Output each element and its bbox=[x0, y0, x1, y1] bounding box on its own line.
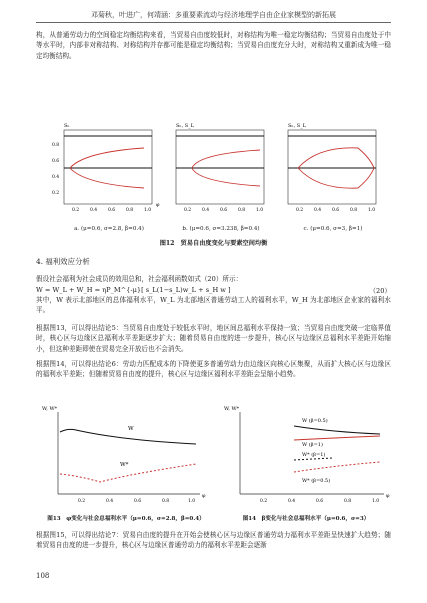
para-fig14: 根据图14，可以得出结论6：劳动力匹配成本的下降使更多普通劳动力由边缘区向核心区集聚，从而扩大核心区与边缘区的福利水平差距；但随着贸易自由度的提升，核心区与边缘区福利水平差距会呈缩小趋势。 bbox=[36, 360, 391, 379]
fig12-panel-b bbox=[176, 123, 264, 213]
top-paragraph: 构，从普通劳动力的空间稳定均衡结构来看，当贸易自由度较低时，对称结构为唯一稳定均衡结构；当贸易自由度处于中等水平时，内部非对称结构、对称结构并存都可能是稳定均衡结构；当贸易自由度充分大时，对称结构又重新成为唯一稳定均衡结构。 bbox=[36, 31, 391, 60]
svg-text:0.2: 0.2 bbox=[72, 208, 80, 213]
svg-text:0.8: 0.8 bbox=[52, 143, 60, 148]
fig12c-caption: c. (μ=0.6, σ=3, β=1) bbox=[303, 226, 363, 232]
svg-text:0.8: 0.8 bbox=[238, 208, 246, 213]
fig14-label-W-b05: W (β=0.5) bbox=[302, 418, 328, 424]
svg-text:0.6: 0.6 bbox=[134, 499, 142, 504]
svg-text:0.6: 0.6 bbox=[220, 208, 228, 213]
fig12a-xlabel: φ bbox=[156, 202, 160, 208]
fig13-label-Wstar: W* bbox=[120, 462, 129, 468]
fig12c-ylabel: Sₙ, S_L bbox=[288, 123, 307, 129]
svg-text:0.6: 0.6 bbox=[108, 208, 116, 213]
svg-text:0.8: 0.8 bbox=[162, 499, 170, 504]
svg-text:0.4: 0.4 bbox=[106, 499, 114, 504]
svg-text:0.4: 0.4 bbox=[52, 175, 60, 180]
svg-text:0.8: 0.8 bbox=[344, 499, 352, 504]
svg-text:1.0: 1.0 bbox=[368, 208, 376, 213]
header-rule bbox=[36, 22, 391, 23]
svg-text:0.4: 0.4 bbox=[202, 208, 210, 213]
svg-text:0.8: 0.8 bbox=[126, 208, 134, 213]
fig14-xlabel: φ bbox=[386, 493, 390, 499]
svg-text:0.8: 0.8 bbox=[350, 208, 358, 213]
page-number: 108 bbox=[36, 572, 50, 580]
running-header: 邓菊秋，叶进广，何靖涵：多重要素流动与经济地理学自由企业家模型的新拓展 bbox=[91, 11, 336, 19]
svg-text:0.4: 0.4 bbox=[288, 499, 296, 504]
equation: W = W_L + W_H = ηP_M^{-μ}[ s_L(1−s_L)w_L + s_H w ] bbox=[36, 286, 231, 294]
svg-text:0.2: 0.2 bbox=[78, 499, 86, 504]
fig12a-caption: a. (μ=0.6, σ=2.8, β=0.4) bbox=[74, 226, 144, 232]
para-fig13: 根据图13，可以得出结论5：当贸易自由度处于较低水平时，地区间总福利水平保持一致；当贸易自由度突破一定临界值时，核心区与边缘区总福利水平差距逐步扩大；随着贸易自由度的进一步提升，核心区与边缘区总福利水平差距开始缩小，但这种差距即使在贸易完全开放后也不会消失。 bbox=[36, 324, 391, 353]
svg-text:1.0: 1.0 bbox=[144, 208, 152, 213]
fig14-label-Wstar-b05: W* (β=0.5) bbox=[302, 478, 331, 484]
svg-text:0.4: 0.4 bbox=[90, 208, 98, 213]
fig13-xlabel: φ bbox=[202, 493, 206, 499]
svg-text:1.0: 1.0 bbox=[188, 499, 196, 504]
svg-text:0.2: 0.2 bbox=[184, 208, 192, 213]
svg-text:1.0: 1.0 bbox=[256, 208, 264, 213]
svg-text:0.2: 0.2 bbox=[296, 208, 304, 213]
fig14-title: 图14 β变化与社会总福利水平（μ=0.6，σ=3） bbox=[242, 516, 370, 522]
figure-14 bbox=[222, 402, 394, 512]
equation-number: （20） bbox=[369, 287, 391, 295]
fig12-panel-c bbox=[288, 123, 376, 213]
section-title: 4. 福利效应分析 bbox=[36, 257, 90, 266]
fig12-panel-a bbox=[52, 123, 160, 213]
figure-12 bbox=[44, 118, 384, 228]
fig12a-ylabel: Sₙ bbox=[64, 123, 70, 129]
svg-text:1.0: 1.0 bbox=[372, 499, 380, 504]
figure-13 bbox=[40, 402, 210, 512]
fig13-ylabel: W, W* bbox=[42, 406, 58, 412]
fig13-label-W: W bbox=[128, 426, 134, 432]
svg-text:0.2: 0.2 bbox=[260, 499, 268, 504]
svg-text:0.6: 0.6 bbox=[332, 208, 340, 213]
fig12-title: 图12 贸易自由度变化与要素空间均衡 bbox=[159, 240, 268, 247]
fig12b-ylabel: Sₙ, S_L bbox=[176, 123, 195, 129]
welfare-intro: 假设社会福利为社会成员的效用总和，社会福利函数如式（20）所示： bbox=[36, 275, 243, 283]
svg-text:0.6: 0.6 bbox=[52, 159, 60, 164]
svg-text:0.2: 0.2 bbox=[52, 191, 60, 196]
fig12b-caption: b. (μ=0.6, σ=3.238, β=0.4) bbox=[182, 226, 260, 232]
para-after-equation: 其中，W 表示北部地区的总体福利水平，W_L 为北部地区普通劳动工人的福利水平，W_H 为北部地区企业家的福利水平。 bbox=[36, 296, 391, 315]
fig14-label-Wstar-b1: W* (β=1) bbox=[302, 452, 326, 458]
bottom-paragraph: 根据图15，可以得出结论7：贸易自由度的提升在开始会使核心区与边缘区普通劳动力福利水平差距呈快速扩大趋势；随着贸易自由度的进一步提升，核心区与边缘区普通劳动力的福利水平差距会逐渐 bbox=[36, 531, 391, 550]
svg-text:0.4: 0.4 bbox=[314, 208, 322, 213]
svg-text:0.6: 0.6 bbox=[316, 499, 324, 504]
fig14-ylabel: W, W* bbox=[224, 406, 240, 412]
fig13-title: 图13 φ变化与社会总福利水平（μ=0.6，σ=2.8，β=0.4） bbox=[47, 516, 205, 522]
fig14-label-W-b1: W (β=1) bbox=[302, 442, 323, 448]
